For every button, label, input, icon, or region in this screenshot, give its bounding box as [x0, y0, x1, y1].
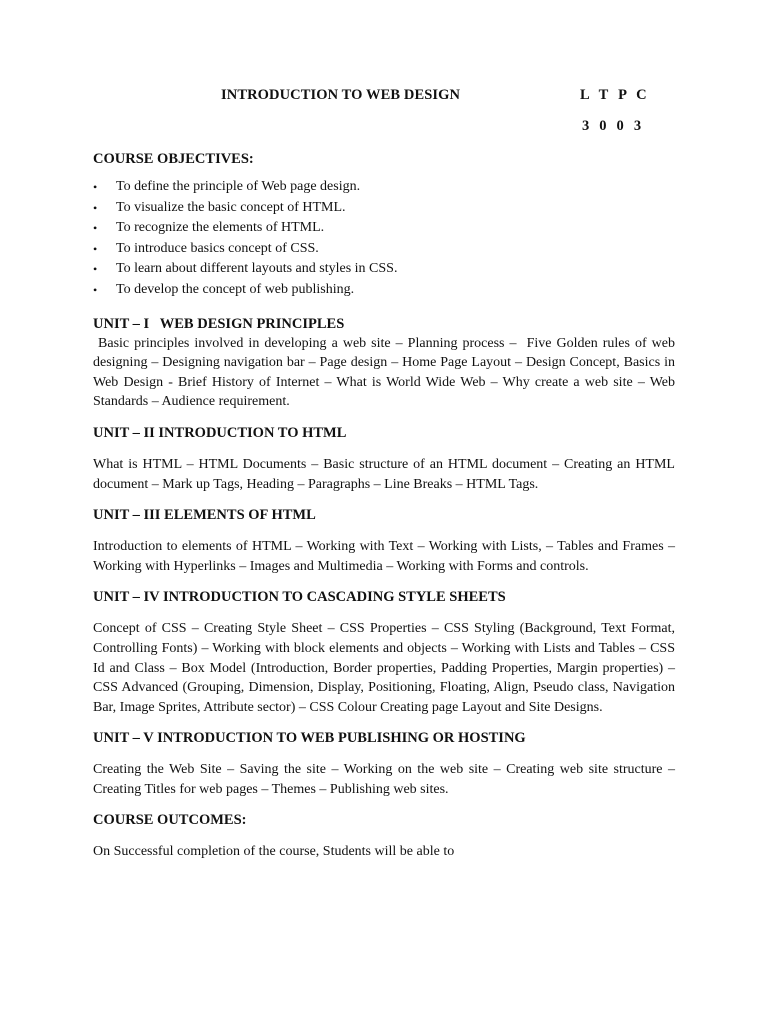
list-item: [93, 218, 675, 239]
objective-text: To visualize the basic concept of HTML.: [116, 199, 346, 215]
course-outcomes-section: [93, 811, 675, 862]
bullet-icon: •: [93, 262, 98, 277]
unit-1-section: [93, 315, 679, 412]
unit-4-body: Concept of CSS – Creating Style Sheet – CSS Properties – CSS Styling (Background, Text Format, Controlling Fonts) – Working with block elements and objects – Working with Lists and Tables – CSS Id and Class – Box Model (Introduction, Border properties, Padding Properties, Margin properties) – CSS Advanced (Grouping, Dimension, Display, Positioning, Floating, Align, Pseudo class, Navigation Bar, Image Sprites, Attribute sector) – CSS Colour Creating page Layout and Site Designs.: [93, 621, 675, 715]
list-item: [93, 280, 675, 301]
list-item: [93, 198, 675, 219]
unit-5-body: Creating the Web Site – Saving the site – Working on the web site – Creating web site structure – Creating Titles for web pages – Themes – Publishing web sites.: [93, 762, 675, 797]
bullet-icon: •: [93, 200, 98, 215]
list-item: [93, 239, 675, 260]
objective-text: To develop the concept of web publishing.: [116, 281, 355, 297]
list-item: [93, 177, 675, 198]
unit-3-body: Introduction to elements of HTML – Working with Text – Working with Lists, – Tables and Frames – Working with Hyperlinks – Images and Multimedia – Working with Forms and controls.: [93, 539, 675, 574]
unit-2-section: [93, 424, 675, 494]
course-title: INTRODUCTION TO WEB DESIGN: [221, 87, 461, 103]
ltpc-label: L T P C: [580, 87, 650, 103]
unit-2-body: What is HTML – HTML Documents – Basic structure of an HTML document – Creating an HTML document – Mark up Tags, Heading – Paragraphs – Line Breaks – HTML Tags.: [93, 456, 675, 492]
bullet-icon: •: [93, 221, 98, 236]
objective-text: To recognize the elements of HTML.: [116, 220, 325, 236]
bullet-icon: •: [93, 241, 98, 256]
unit-2-heading: UNIT – II INTRODUCTION TO HTML: [93, 424, 347, 441]
unit-3-section: [93, 506, 675, 576]
unit-1-body: Basic principles involved in developing a web site – Planning process – Five Golden rules of web designing – Designing navigation bar – Page design – Home Page Layout – Design Concept, Basics in Web Design - Brief History of Internet – What is World Wide Web – Why create a web site – Web Standards – Audience requirement.: [93, 335, 679, 410]
course-objectives-list: [93, 177, 675, 301]
unit-4-heading: UNIT – IV INTRODUCTION TO CASCADING STYLE SHEETS: [93, 589, 506, 606]
course-outcomes-heading: COURSE OUTCOMES:: [93, 812, 247, 829]
bullet-icon: •: [93, 282, 98, 297]
ltpc-values: 3 0 0 3: [582, 118, 645, 134]
unit-5-heading: UNIT – V INTRODUCTION TO WEB PUBLISHING OR HOSTING: [93, 730, 526, 747]
objective-text: To introduce basics concept of CSS.: [116, 240, 319, 256]
list-item: [93, 259, 675, 280]
course-objectives-heading: COURSE OBJECTIVES:: [93, 151, 254, 167]
objective-text: To define the principle of Web page design.: [116, 179, 361, 194]
unit-4-section: [93, 588, 675, 717]
unit-5-section: [93, 729, 675, 799]
unit-3-heading: UNIT – III ELEMENTS OF HTML: [93, 507, 316, 524]
objective-text: To learn about different layouts and styles in CSS.: [116, 261, 398, 277]
document-content: [93, 150, 679, 862]
unit-1-heading: UNIT – I WEB DESIGN PRINCIPLES: [93, 315, 345, 332]
course-outcomes-intro: On Successful completion of the course, Students will be able to: [93, 844, 455, 860]
bullet-icon: •: [93, 180, 98, 194]
course-objectives-section: [93, 150, 675, 301]
